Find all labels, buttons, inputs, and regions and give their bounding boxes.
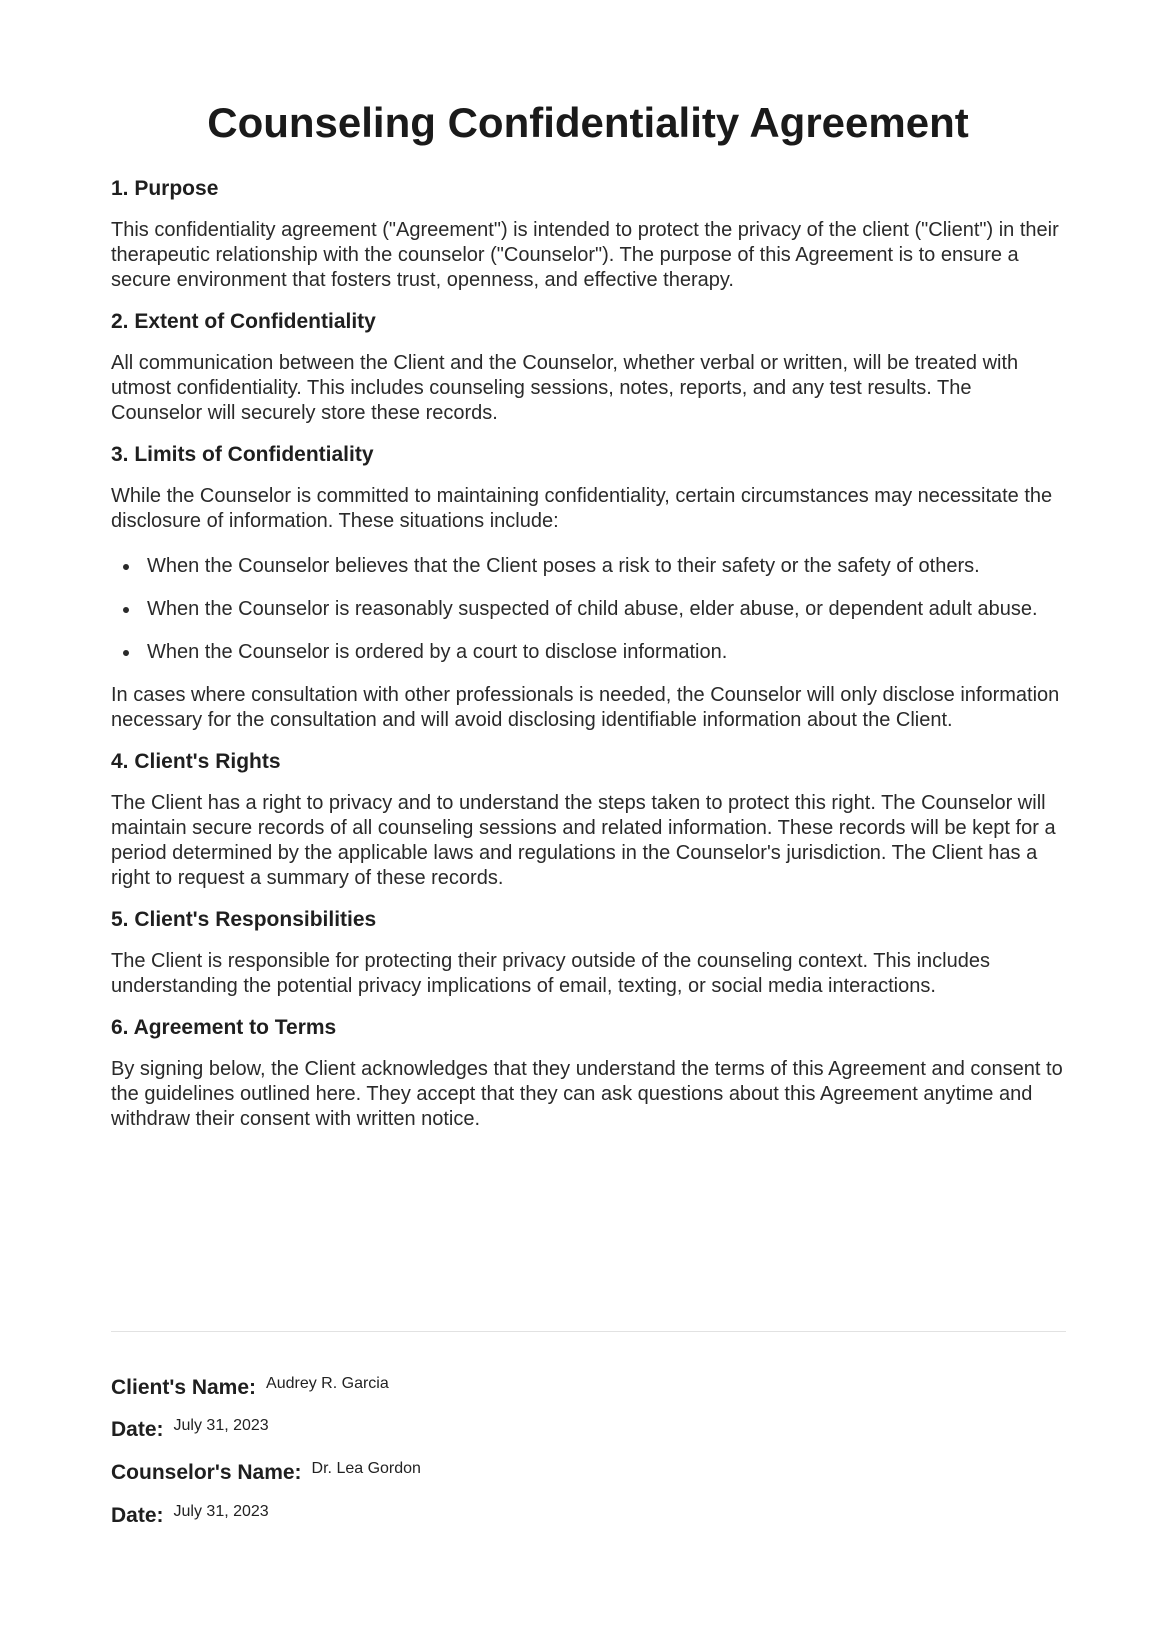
- list-item-text: When the Counselor is reasonably suspected of child abuse, elder abuse, or dependent adult abuse.: [147, 598, 1038, 620]
- section-purpose: [111, 176, 1066, 293]
- client-date-row: [111, 1418, 1011, 1442]
- section-paragraph: By signing below, the Client acknowledges that they understand the terms of this Agreement and consent to the guidelines outlined here. They accept that they can ask questions about this Agreement anytime and withdraw their consent with written notice.: [111, 1058, 1063, 1130]
- section-paragraph: While the Counselor is committed to maintaining confidentiality, certain circumstances may necessitate the disclosure of information. These situations include:: [111, 485, 1053, 532]
- section-paragraph: All communication between the Client and the Counselor, whether verbal or written, will be treated with utmost confidentiality. This includes counseling sessions, notes, reports, and any test results. The Counselor will securely store these records.: [111, 352, 1019, 424]
- bullet-list: [111, 554, 1066, 665]
- list-item: [111, 597, 1066, 622]
- counselor-date-label: Date:: [111, 1504, 164, 1527]
- section-paragraph: The Client is responsible for protecting their privacy outside of the counseling context. This includes understanding the potential privacy implications of email, texting, or social media interactions.: [111, 950, 990, 997]
- section-agreement-terms: [111, 1015, 1066, 1132]
- divider: [111, 1331, 1066, 1332]
- section-heading: 6. Agreement to Terms: [111, 1016, 337, 1039]
- list-item: [111, 554, 1066, 579]
- section-paragraph: The Client has a right to privacy and to understand the steps taken to protect this right. The Counselor will maintain secure records of all counseling sessions and related information. These records will be kept for a period determined by the applicable laws and regulations in the Counselor's jurisdiction. The Client has a right to request a summary of these records.: [111, 792, 1056, 889]
- counselor-date-row: [111, 1504, 1011, 1528]
- section-client-rights: [111, 749, 1066, 891]
- list-item-text: When the Counselor is ordered by a court to disclose information.: [147, 641, 728, 663]
- counselor-name-row: [111, 1461, 1011, 1485]
- client-name-row: [111, 1376, 1011, 1400]
- section-heading: 5. Client's Responsibilities: [111, 908, 377, 931]
- list-item-text: When the Counselor believes that the Client poses a risk to their safety or the safety of others.: [147, 555, 980, 577]
- client-name-label: Client's Name:: [111, 1376, 257, 1399]
- counselor-date-value: July 31, 2023: [173, 1503, 269, 1520]
- bullet-icon: [123, 650, 129, 656]
- client-date-value: July 31, 2023: [173, 1417, 269, 1434]
- section-paragraph: This confidentiality agreement ("Agreement") is intended to protect the privacy of the client ("Client") in their therapeutic relationship with the counselor ("Counselor"). The purpose of this Agreement is to ensure a secure environment that fosters trust, openness, and effective therapy.: [111, 219, 1059, 291]
- section-heading: 3. Limits of Confidentiality: [111, 443, 374, 466]
- section-heading: 1. Purpose: [111, 177, 219, 200]
- list-item: [111, 640, 1066, 665]
- bullet-icon: [123, 564, 129, 570]
- client-name-value: Audrey R. Garcia: [266, 1375, 389, 1392]
- document-body: [111, 176, 1066, 1148]
- section-client-responsibilities: [111, 907, 1066, 999]
- section-paragraph: In cases where consultation with other professionals is needed, the Counselor will only disclose information necessary for the consultation and will avoid disclosing identifiable information about the Client.: [111, 684, 1060, 731]
- bullet-icon: [123, 607, 129, 613]
- counselor-name-label: Counselor's Name:: [111, 1461, 302, 1484]
- section-limits: [111, 442, 1066, 733]
- section-extent: [111, 309, 1066, 426]
- counselor-name-value: Dr. Lea Gordon: [311, 1460, 421, 1477]
- section-heading: 2. Extent of Confidentiality: [111, 310, 376, 333]
- document-title: Counseling Confidentiality Agreement: [207, 99, 969, 146]
- section-heading: 4. Client's Rights: [111, 750, 281, 773]
- client-date-label: Date:: [111, 1418, 164, 1441]
